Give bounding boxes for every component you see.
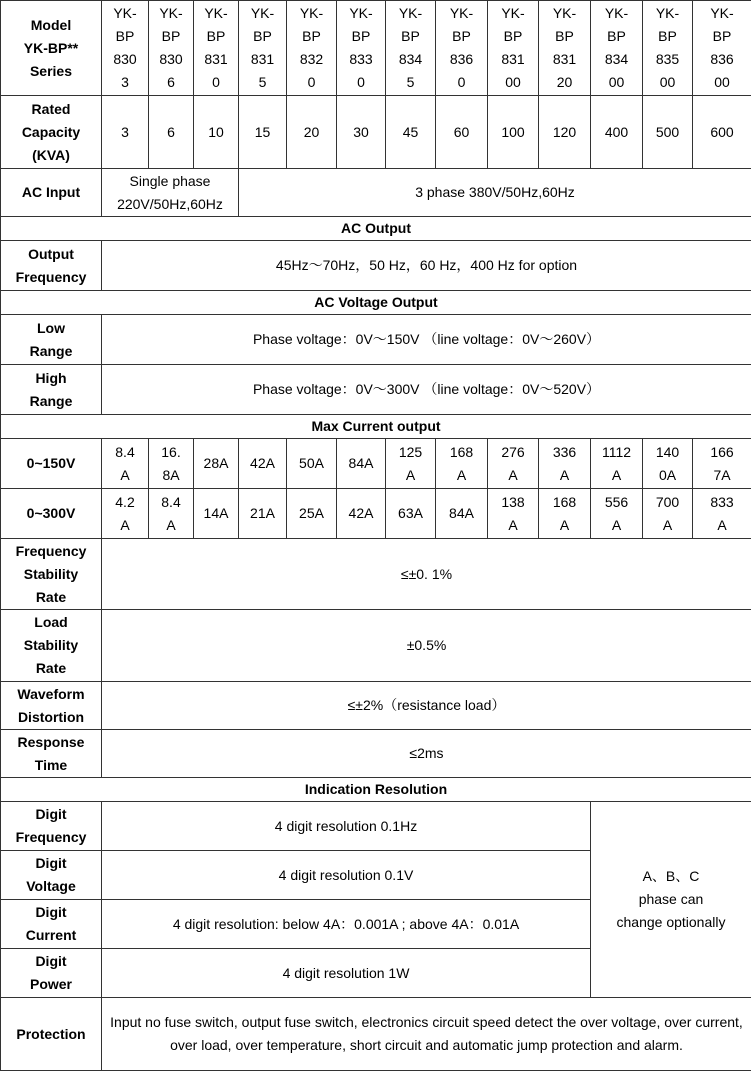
capacity-value: 400 — [591, 96, 643, 169]
frequency-stability-row — [1, 539, 751, 610]
current-value: 556 A — [591, 489, 643, 539]
waveform-row — [1, 682, 751, 730]
current-value: 21A — [239, 489, 287, 539]
capacity-value: 45 — [386, 96, 436, 169]
capacity-value: 20 — [287, 96, 337, 169]
model-cell: YK- BP 830 6 — [149, 1, 194, 96]
model-cell: YK- BP 832 0 — [287, 1, 337, 96]
output-frequency-value: 45Hz～70Hz，50 Hz，60 Hz，400 Hz for option — [102, 241, 751, 291]
output-frequency-label: Output Frequency — [1, 241, 102, 291]
current-value: 1112 A — [591, 439, 643, 489]
model-label: Model YK-BP** Series — [1, 1, 102, 96]
response-label: Response Time — [1, 730, 102, 778]
current-value: 8.4 A — [102, 439, 149, 489]
current-value: 63A — [386, 489, 436, 539]
current-value: 336 A — [539, 439, 591, 489]
frequency-stability-label: Frequency Stability Rate — [1, 539, 102, 610]
digit-power-value: 4 digit resolution 1W — [102, 949, 591, 998]
high-range-row — [1, 365, 751, 415]
capacity-value: 500 — [643, 96, 693, 169]
section-ac-output — [1, 217, 751, 241]
current-value: 28A — [194, 439, 239, 489]
digit-current-label: Digit Current — [1, 900, 102, 949]
low-range-label: Low Range — [1, 315, 102, 365]
protection-value: Input no fuse switch, output fuse switch, electronics circuit speed detect the over voltage, over current, over load, over temperature, short circuit and automatic jump protection and alarm. — [102, 998, 751, 1071]
current-300-row — [1, 489, 751, 539]
capacity-value: 60 — [436, 96, 488, 169]
model-cell: YK- BP 836 00 — [693, 1, 751, 96]
model-cell: YK- BP 831 20 — [539, 1, 591, 96]
model-cell: YK- BP 831 00 — [488, 1, 539, 96]
current-150-label: 0~150V — [1, 439, 102, 489]
digit-frequency-value: 4 digit resolution 0.1Hz — [102, 802, 591, 851]
ac-input-single: Single phase 220V/50Hz,60Hz — [102, 169, 239, 217]
current-value: 84A — [436, 489, 488, 539]
model-cell: YK- BP 831 5 — [239, 1, 287, 96]
waveform-label: Waveform Distortion — [1, 682, 102, 730]
response-value: ≤2ms — [102, 730, 751, 778]
current-value: 42A — [239, 439, 287, 489]
capacity-value: 6 — [149, 96, 194, 169]
section-title: Max Current output — [1, 415, 751, 439]
capacity-value: 600 — [693, 96, 751, 169]
section-indication — [1, 778, 751, 802]
phase-note: A、B、C phase can change optionally — [591, 802, 751, 998]
model-cell: YK- BP 834 00 — [591, 1, 643, 96]
low-range-row — [1, 315, 751, 365]
model-cell: YK- BP 831 0 — [194, 1, 239, 96]
model-cell: YK- BP 835 00 — [643, 1, 693, 96]
high-range-value: Phase voltage：0V～300V （line voltage：0V～520V） — [102, 365, 751, 415]
ac-input-label: AC Input — [1, 169, 102, 217]
low-range-value: Phase voltage：0V～150V （line voltage：0V～260V） — [102, 315, 751, 365]
digit-voltage-label: Digit Voltage — [1, 851, 102, 900]
capacity-value: 120 — [539, 96, 591, 169]
digit-frequency-label: Digit Frequency — [1, 802, 102, 851]
current-value: 25A — [287, 489, 337, 539]
section-title: AC Voltage Output — [1, 291, 751, 315]
current-value: 14A — [194, 489, 239, 539]
digit-power-label: Digit Power — [1, 949, 102, 998]
model-cell: YK- BP 836 0 — [436, 1, 488, 96]
section-title: AC Output — [1, 217, 751, 241]
capacity-value: 10 — [194, 96, 239, 169]
model-cell: YK- BP 833 0 — [337, 1, 386, 96]
model-cell: YK- BP 834 5 — [386, 1, 436, 96]
output-frequency-row — [1, 241, 751, 291]
current-value: 166 7A — [693, 439, 751, 489]
current-value: 50A — [287, 439, 337, 489]
digit-frequency-row — [1, 802, 751, 851]
current-150-row — [1, 439, 751, 489]
model-row — [1, 1, 751, 96]
capacity-value: 3 — [102, 96, 149, 169]
current-value: 276 A — [488, 439, 539, 489]
current-300-label: 0~300V — [1, 489, 102, 539]
current-value: 138 A — [488, 489, 539, 539]
ac-input-three: 3 phase 380V/50Hz,60Hz — [239, 169, 751, 217]
capacity-value: 30 — [337, 96, 386, 169]
waveform-value: ≤±2%（resistance load） — [102, 682, 751, 730]
section-title: Indication Resolution — [1, 778, 751, 802]
current-value: 4.2 A — [102, 489, 149, 539]
response-row — [1, 730, 751, 778]
load-stability-label: Load Stability Rate — [1, 610, 102, 682]
digit-current-value: 4 digit resolution: below 4A：0.001A ; above 4A：0.01A — [102, 900, 591, 949]
current-value: 168 A — [539, 489, 591, 539]
high-range-label: High Range — [1, 365, 102, 415]
current-value: 16. 8A — [149, 439, 194, 489]
current-value: 42A — [337, 489, 386, 539]
section-current — [1, 415, 751, 439]
current-value: 700 A — [643, 489, 693, 539]
current-value: 833 A — [693, 489, 751, 539]
current-value: 125 A — [386, 439, 436, 489]
capacity-value: 15 — [239, 96, 287, 169]
current-value: 8.4 A — [149, 489, 194, 539]
load-stability-row — [1, 610, 751, 682]
ac-input-row — [1, 169, 751, 217]
model-cell: YK- BP 830 3 — [102, 1, 149, 96]
protection-label: Protection — [1, 998, 102, 1071]
current-value: 84A — [337, 439, 386, 489]
section-voltage — [1, 291, 751, 315]
capacity-row — [1, 96, 751, 169]
current-value: 140 0A — [643, 439, 693, 489]
capacity-label: Rated Capacity (KVA) — [1, 96, 102, 169]
current-value: 168 A — [436, 439, 488, 489]
load-stability-value: ±0.5% — [102, 610, 751, 682]
digit-voltage-value: 4 digit resolution 0.1V — [102, 851, 591, 900]
capacity-value: 100 — [488, 96, 539, 169]
protection-row — [1, 998, 751, 1071]
frequency-stability-value: ≤±0. 1% — [102, 539, 751, 610]
